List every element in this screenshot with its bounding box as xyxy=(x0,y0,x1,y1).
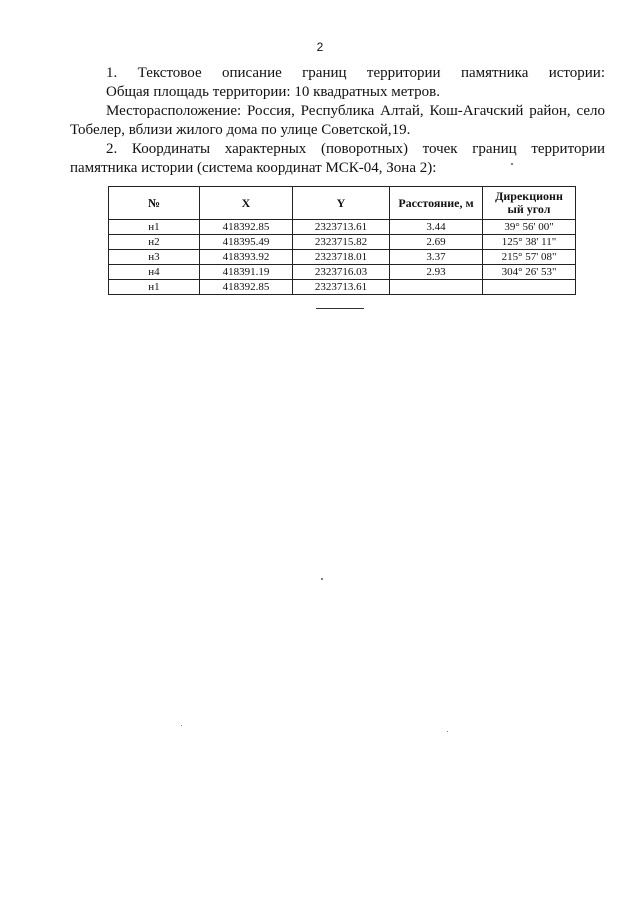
cell-num: н1 xyxy=(109,220,200,235)
table-header-row xyxy=(109,187,576,220)
header-x: X xyxy=(200,187,293,220)
cell-x: 418392.85 xyxy=(200,220,293,235)
cell-num: н2 xyxy=(109,235,200,250)
territory-area: Общая площадь территории: 10 квадратных метров. xyxy=(106,84,440,100)
table-row xyxy=(109,220,576,235)
scan-speck xyxy=(447,731,448,732)
cell-distance xyxy=(390,280,483,295)
table-row xyxy=(109,265,576,280)
cell-y: 2323713.61 xyxy=(293,280,390,295)
territory-location: Месторасположение: Россия, Республика Алтай, Кош-Агачский район, село Тобелер, вблизи жилого дома по улице Советской,19. xyxy=(70,103,605,138)
document-body xyxy=(70,64,605,178)
scan-speck xyxy=(511,163,513,165)
header-distance: Расстояние, м xyxy=(390,187,483,220)
cell-x: 418393.92 xyxy=(200,250,293,265)
section2-heading: 2. Координаты характерных (поворотных) точек границ территории памятника истории (система координат МСК-04, Зона 2): xyxy=(70,141,605,176)
cell-distance: 2.69 xyxy=(390,235,483,250)
header-direction: Дирекционн ый угол xyxy=(483,187,576,220)
scan-speck xyxy=(321,578,323,580)
cell-y: 2323713.61 xyxy=(293,220,390,235)
cell-distance: 3.44 xyxy=(390,220,483,235)
cell-direction: 215° 57' 08" xyxy=(483,250,576,265)
cell-x: 418395.49 xyxy=(200,235,293,250)
cell-distance: 2.93 xyxy=(390,265,483,280)
cell-direction: 304° 26' 53" xyxy=(483,265,576,280)
table-row xyxy=(109,280,576,295)
coordinates-table xyxy=(108,186,576,295)
cell-direction xyxy=(483,280,576,295)
cell-num: н3 xyxy=(109,250,200,265)
cell-x: 418391.19 xyxy=(200,265,293,280)
cell-direction: 39° 56' 00" xyxy=(483,220,576,235)
cell-x: 418392.85 xyxy=(200,280,293,295)
header-y: Y xyxy=(293,187,390,220)
cell-num: н4 xyxy=(109,265,200,280)
cell-distance: 3.37 xyxy=(390,250,483,265)
end-divider xyxy=(316,308,364,309)
cell-y: 2323718.01 xyxy=(293,250,390,265)
section1-heading: 1. Текстовое описание границ территории памятника истории: xyxy=(106,65,605,81)
table-row xyxy=(109,250,576,265)
table-row xyxy=(109,235,576,250)
cell-num: н1 xyxy=(109,280,200,295)
page-number: 2 xyxy=(316,40,324,54)
scan-speck xyxy=(181,725,182,726)
header-num: № xyxy=(109,187,200,220)
cell-y: 2323716.03 xyxy=(293,265,390,280)
cell-direction: 125° 38' 11" xyxy=(483,235,576,250)
cell-y: 2323715.82 xyxy=(293,235,390,250)
